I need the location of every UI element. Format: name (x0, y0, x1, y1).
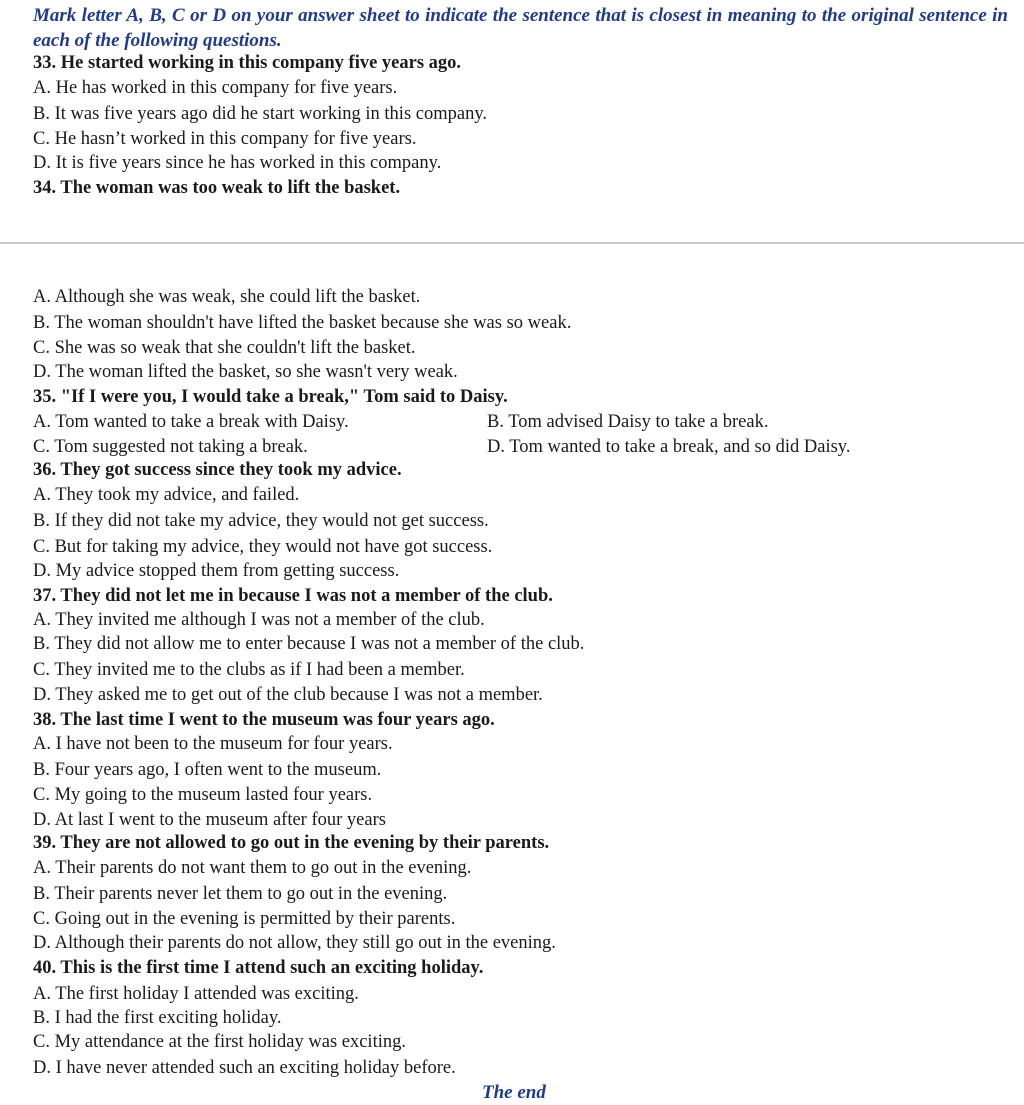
question-35-option-b: B. Tom advised Daisy to take a break. (487, 412, 769, 432)
footer-end-marker (0, 1081, 1024, 1103)
question-36-option-a: A. They took my advice, and failed. (33, 485, 300, 505)
question-37-option-b: B. They did not allow me to enter because I was not a member of the club. (33, 634, 585, 654)
question-35-option-d: D. Tom wanted to take a break, and so did Daisy. (487, 437, 851, 457)
question-33-option-d: D. It is five years since he has worked in this company. (33, 153, 442, 173)
question-36-option-b: B. If they did not take my advice, they would not get success. (33, 511, 489, 531)
question-40-option-d: D. I have never attended such an exciting holiday before. (33, 1058, 456, 1078)
question-35-prompt: 35. "If I were you, I would take a break," Tom said to Daisy. (33, 387, 508, 407)
question-40-option-b: B. I had the first exciting holiday. (33, 1008, 282, 1028)
question-38-prompt: 38. The last time I went to the museum was four years ago. (33, 710, 495, 730)
question-40-prompt: 40. This is the first time I attend such an exciting holiday. (33, 958, 484, 978)
question-39-option-b: B. Their parents never let them to go out in the evening. (33, 884, 448, 904)
question-37-prompt: 37. They did not let me in because I was not a member of the club. (33, 586, 553, 606)
question-38-option-d: D. At last I went to the museum after four years (33, 810, 386, 830)
question-38-option-a: A. I have not been to the museum for four years. (33, 734, 393, 754)
question-37-option-a: A. They invited me although I was not a member of the club. (33, 610, 485, 630)
question-39-prompt: 39. They are not allowed to go out in the evening by their parents. (33, 833, 550, 853)
question-36-prompt: 36. They got success since they took my advice. (33, 460, 402, 480)
question-35-option-c: C. Tom suggested not taking a break. (33, 437, 308, 457)
question-33-option-c: C. He hasn’t worked in this company for five years. (33, 129, 417, 149)
question-38-option-b: B. Four years ago, I often went to the museum. (33, 760, 382, 780)
question-37-option-c: C. They invited me to the clubs as if I had been a member. (33, 660, 465, 680)
question-36-option-d: D. My advice stopped them from getting success. (33, 561, 400, 581)
instruction-text: Mark letter A, B, C or D on your answer sheet to indicate the sentence that is closest in meaning to the original sentence in each of the following questions. (33, 5, 1008, 51)
question-39-option-c: C. Going out in the evening is permitted by their parents. (33, 909, 456, 929)
question-33-prompt: 33. He started working in this company five years ago. (33, 53, 462, 73)
question-34-option-c: C. She was so weak that she couldn't lift the basket. (33, 338, 416, 358)
question-36-option-c: C. But for taking my advice, they would not have got success. (33, 537, 493, 557)
question-33-option-a: A. He has worked in this company for five years. (33, 78, 398, 98)
question-38-option-c: C. My going to the museum lasted four years. (33, 785, 373, 805)
question-37-option-d: D. They asked me to get out of the club because I was not a member. (33, 685, 543, 705)
question-39-option-a: A. Their parents do not want them to go out in the evening. (33, 858, 472, 878)
question-40-option-a: A. The first holiday I attended was exciting. (33, 984, 359, 1004)
question-39-option-d: D. Although their parents do not allow, they still go out in the evening. (33, 933, 556, 953)
question-40-option-c: C. My attendance at the first holiday was exciting. (33, 1032, 406, 1052)
question-34-option-d: D. The woman lifted the basket, so she wasn't very weak. (33, 362, 458, 382)
question-34-option-b: B. The woman shouldn't have lifted the basket because she was so weak. (33, 313, 572, 333)
question-34-option-a: A. Although she was weak, she could lift the basket. (33, 287, 421, 307)
question-34-prompt: 34. The woman was too weak to lift the basket. (33, 178, 401, 198)
question-35-option-a: A. Tom wanted to take a break with Daisy. (33, 412, 349, 432)
footer-end-text: The end (482, 1082, 546, 1103)
page-divider (0, 242, 1024, 244)
question-33-option-b: B. It was five years ago did he start working in this company. (33, 104, 488, 124)
